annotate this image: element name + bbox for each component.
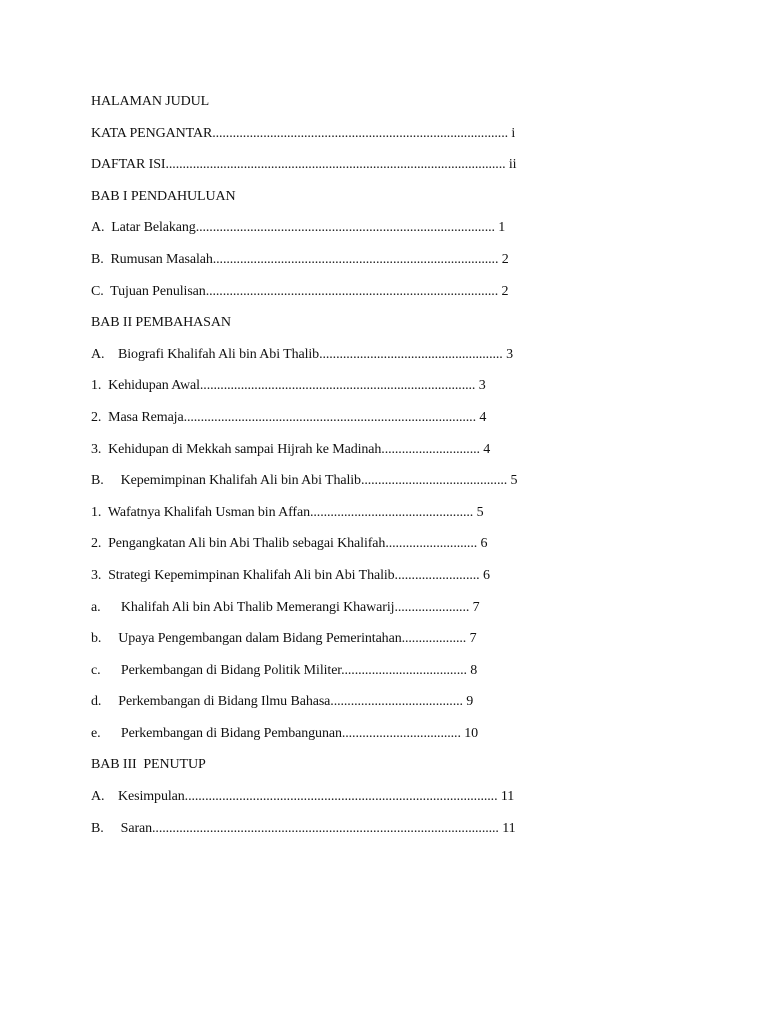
toc-line: e. Perkembangan di Bidang Pembangunan................................... 10 bbox=[91, 725, 479, 741]
toc-line: BAB II PEMBAHASAN bbox=[91, 315, 231, 331]
toc-line: 2. Masa Remaja...................................................................................... 4 bbox=[91, 409, 487, 425]
toc-line: B. Rumusan Masalah.................................................................................... 2 bbox=[91, 251, 509, 267]
toc-line: A. Biografi Khalifah Ali bin Abi Thalib...................................................... 3 bbox=[91, 346, 513, 362]
toc-line: C. Tujuan Penulisan...................................................................................... 2 bbox=[91, 283, 509, 299]
toc-line: B. Saran...................................................................................................... 11 bbox=[91, 820, 516, 836]
toc-line: 3. Kehidupan di Mekkah sampai Hijrah ke Madinah............................. 4 bbox=[91, 441, 491, 457]
toc-line: BAB I PENDAHULUAN bbox=[91, 188, 236, 204]
toc-line: b. Upaya Pengembangan dalam Bidang Pemerintahan................... 7 bbox=[91, 631, 477, 647]
toc-line: 2. Pengangkatan Ali bin Abi Thalib sebagai Khalifah........................... 6 bbox=[91, 536, 488, 552]
toc-line: KATA PENGANTAR....................................................................................... i bbox=[91, 125, 516, 141]
toc-line: 1. Wafatnya Khalifah Usman bin Affan................................................ 5 bbox=[91, 504, 484, 520]
toc-line: A. Kesimpulan............................................................................................ 11 bbox=[91, 789, 515, 805]
toc-line: a. Khalifah Ali bin Abi Thalib Memerangi Khawarij...................... 7 bbox=[91, 599, 480, 615]
toc-line: DAFTAR ISI.................................................................................................... ii bbox=[91, 157, 517, 173]
toc-line: A. Latar Belakang........................................................................................ 1 bbox=[91, 220, 506, 236]
toc-line: HALAMAN JUDUL bbox=[91, 94, 210, 109]
toc-line: d. Perkembangan di Bidang Ilmu Bahasa....................................... 9 bbox=[91, 694, 474, 710]
table-of-contents bbox=[91, 92, 731, 850]
toc-line: c. Perkembangan di Bidang Politik Militer..................................... 8 bbox=[91, 662, 478, 678]
toc-line: BAB III PENUTUP bbox=[91, 757, 206, 773]
toc-line: 3. Strategi Kepemimpinan Khalifah Ali bin Abi Thalib......................... 6 bbox=[91, 567, 490, 583]
toc-line: 1. Kehidupan Awal................................................................................. 3 bbox=[91, 378, 486, 394]
toc-line: B. Kepemimpinan Khalifah Ali bin Abi Thalib........................................... 5 bbox=[91, 473, 518, 489]
